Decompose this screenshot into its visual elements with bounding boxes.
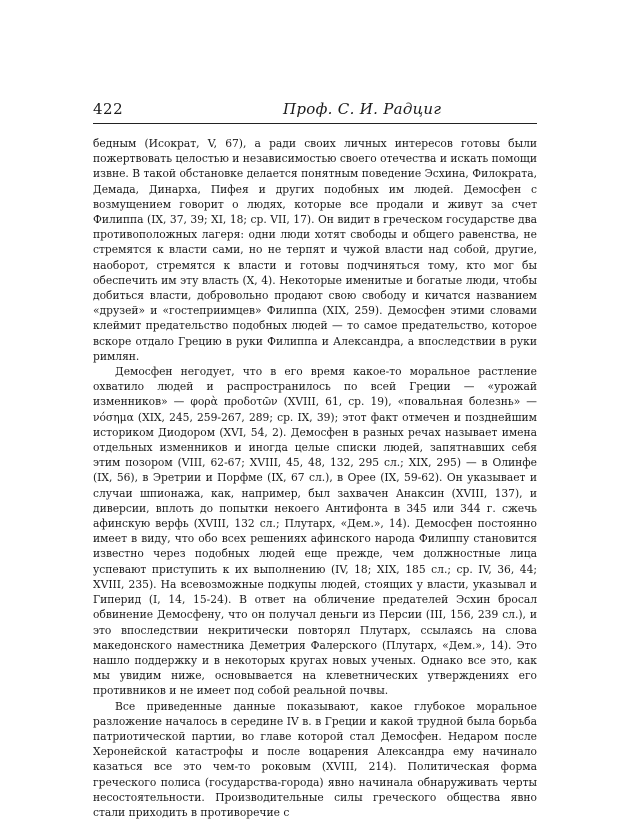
body-text bbox=[93, 136, 537, 820]
paragraph-3: Все приведенные данные показывают, какое глубокое моральное разложение началось в середине IV в. в Греции и какой трудной была борьба патриотической партии, во главе которой стал Демосфен. Недаром после Херонейской катастрофы и после воцарения Александра ему начинало казаться все это чем-то роковым (XVIII, 214). Политическая форма греческого полиса (государства-города) явно начинала обнаруживать черты несостоятельности. Производительные силы греческого общества явно стали приходить в противоречие с bbox=[93, 699, 537, 819]
header-rule bbox=[93, 123, 537, 124]
paragraph-2: Демосфен негодует, что в его время какое-то моральное растление охватило людей и распространилось по всей Греции — «урожай изменников» — φορὰ προδοτῶν (XVIII, 61, ср. 19), «повальная болезнь» — νόσημα (XIX, 245, 259-267, 289; ср. IX, 39); этот факт отмечен и позднейшим историком Диодором (XVI, 54, 2). Демосфен в разных речах называет имена отдельных изменников и иногда целые списки людей, запятнавших себя этим позором (VIII, 62-67; XVIII, 45, 48, 132, 295 сл.; XIX, 295) — в Олинфе (IX, 56), в Эретрии и Порфме (IX, 67 сл.), в Орее (IX, 59-62). Он указывает и случаи шпионажа, как, например, был захвачен Анаксин (XVIII, 137), и диверсии, вплоть до попытки некоего Антифонта в 345 или 344 г. сжечь афинскую верфь (XVIII, 132 сл.; Плутарх, «Дем.», 14). Демосфен постоянно имеет в виду, что обо всех решениях афинского народа Филиппу становится известно через подобных людей еще прежде, чем должностные лица успевают приступить к их выполнению (IV, 18; XIX, 185 сл.; ср. IV, 36, 44; XVIII, 235). На всевозможные подкупы людей, стоящих у власти, указывал и Гиперид (I, 14, 15-24). В ответ на обличение предателей Эсхин бросал обвинение Демосфену, что он получал деньги из Персии (III, 156, 239 сл.), и это впоследствии некритически повторял Плутарх, ссылаясь на слова македонского наместника Деметрия Фалерского (Плутарх, «Дем.», 14). Это нашло поддержку и в некоторых кругах новых ученых. Однако все это, как мы увидим ниже, основывается на клеветнических утверждениях его противников и не имеет под собой реальной почвы. bbox=[93, 365, 537, 698]
page-number: 422 bbox=[93, 100, 124, 118]
paragraph-1: бедным (Исократ, V, 67), а ради своих личных интересов готовы были пожертвовать целостью и независимостью своего отечества и искать помощи извне. В такой обстановке делается понятным поведение Эсхина, Филократа, Демада, Динарха, Пифея и других подобных им людей. Демосфен с возмущением говорит о людях, которые все продали и живут за счет Филиппа (IX, 37, 39; XI, 18; ср. VII, 17). Он видит в греческом государстве два противоположных лагеря: одни люди хотят свободы и общего равенства, не стремятся к власти сами, но не терпят и чужой власти над собой, другие, наоборот, стремятся к власти и готовы подчиняться тому, кто мог бы обеспечить им эту власть (X, 4). Некоторые именитые и богатые люди, чтобы добиться власти, добровольно продают свою свободу и кичатся названием «друзей» и «гостеприимцев» Филиппа (XIX, 259). Демосфен этими словами клеймит предательство подобных людей — то самое предательство, которое вскоре отдало Грецию в руки Филиппа и Александра, а впоследствии в руки римлян. bbox=[93, 137, 537, 363]
page-header bbox=[93, 100, 537, 122]
running-head: Проф. С. И. Радциг bbox=[283, 100, 442, 118]
